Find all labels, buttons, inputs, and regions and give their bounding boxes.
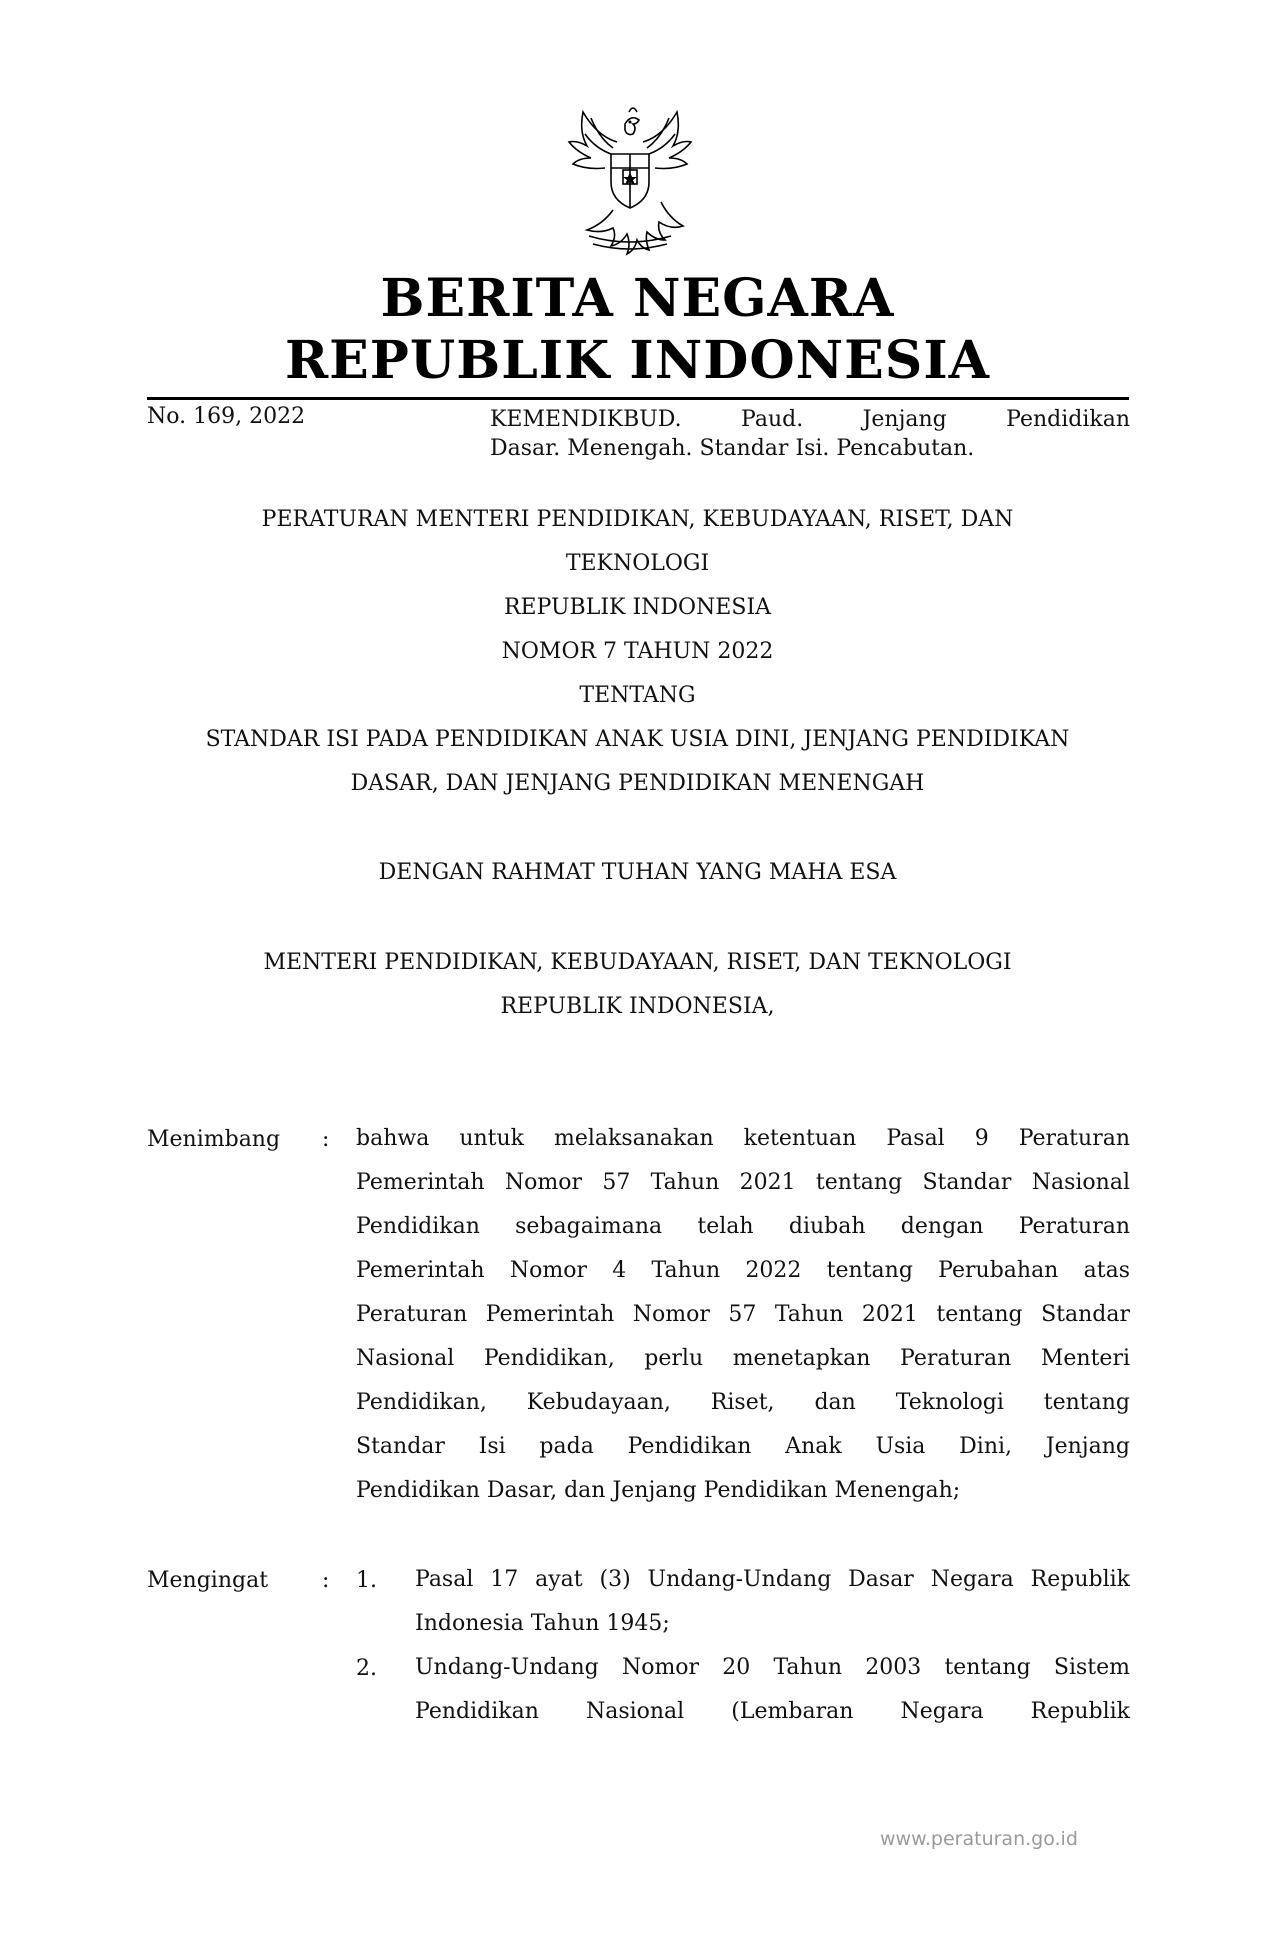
issuer-line2: REPUBLIK INDONESIA, xyxy=(500,994,775,1019)
paragraph-line: Nasional Pendidikan, perlu menetapkan Peraturan Menteri xyxy=(356,1346,1130,1371)
masthead-divider xyxy=(147,397,1129,400)
list-item xyxy=(415,1558,1130,1646)
gazette-subject-line1: KEMENDIKBUD. Paud. Jenjang Pendidikan xyxy=(490,407,1130,432)
menimbang-label: Menimbang xyxy=(147,1127,281,1152)
masthead-title-line2: REPUBLIK INDONESIA xyxy=(284,330,991,391)
paragraph-line: Pemerintah Nomor 4 Tahun 2022 tentang Perubahan atas xyxy=(356,1258,1130,1283)
list-item-line: Pasal 17 ayat (3) Undang-Undang Dasar Negara Republik xyxy=(415,1567,1130,1592)
paragraph-line: Pendidikan, Kebudayaan, Riset, dan Teknologi tentang xyxy=(356,1390,1130,1415)
regulation-title-line: NOMOR 7 TAHUN 2022 xyxy=(501,639,774,664)
list-item-number: 2. xyxy=(356,1656,377,1681)
regulation-title-line: PERATURAN MENTERI PENDIDIKAN, KEBUDAYAAN, RISET, DAN xyxy=(261,507,1014,532)
list-item-number: 1. xyxy=(356,1568,377,1593)
paragraph-line: Standar Isi pada Pendidikan Anak Usia Dini, Jenjang xyxy=(356,1434,1130,1459)
regulation-title-line: TEKNOLOGI xyxy=(565,551,710,576)
list-item-line: Undang-Undang Nomor 20 Tahun 2003 tentang Sistem xyxy=(415,1655,1130,1680)
paragraph-line: Pendidikan Dasar, dan Jenjang Pendidikan Menengah; xyxy=(356,1478,961,1503)
garuda-emblem-icon xyxy=(553,98,707,258)
paragraph-line: Pendidikan sebagaimana telah diubah dengan Peraturan xyxy=(356,1214,1130,1239)
menimbang-colon: : xyxy=(322,1127,330,1152)
footer-url: www.peraturan.go.id xyxy=(880,1828,1078,1850)
masthead-title-line1: BERITA NEGARA xyxy=(380,268,895,329)
regulation-title-line: REPUBLIK INDONESIA xyxy=(503,595,772,620)
gazette-number: No. 169, 2022 xyxy=(147,404,306,429)
issuer-line1: MENTERI PENDIDIKAN, KEBUDAYAAN, RISET, DAN TEKNOLOGI xyxy=(263,950,1012,975)
paragraph-line: bahwa untuk melaksanakan ketentuan Pasal 9 Peraturan xyxy=(356,1126,1130,1151)
paragraph-line: Pemerintah Nomor 57 Tahun 2021 tentang Standar Nasional xyxy=(356,1170,1130,1195)
mengingat-colon: : xyxy=(322,1568,330,1593)
paragraph-line: Peraturan Pemerintah Nomor 57 Tahun 2021 tentang Standar xyxy=(356,1302,1130,1327)
regulation-title-line: TENTANG xyxy=(579,683,696,708)
regulation-title-line: DASAR, DAN JENJANG PENDIDIKAN MENENGAH xyxy=(350,771,925,796)
regulation-title-line: STANDAR ISI PADA PENDIDIKAN ANAK USIA DINI, JENJANG PENDIDIKAN xyxy=(205,727,1070,752)
list-item-line: Pendidikan Nasional (Lembaran Negara Republik xyxy=(415,1699,1130,1724)
list-item xyxy=(415,1646,1130,1734)
invocation: DENGAN RAHMAT TUHAN YANG MAHA ESA xyxy=(378,860,897,885)
mengingat-label: Mengingat xyxy=(147,1568,269,1593)
gazette-subject-line2: Dasar. Menengah. Standar Isi. Pencabutan. xyxy=(490,436,975,461)
list-item-line: Indonesia Tahun 1945; xyxy=(415,1611,670,1636)
menimbang-paragraph xyxy=(356,1117,1130,1513)
